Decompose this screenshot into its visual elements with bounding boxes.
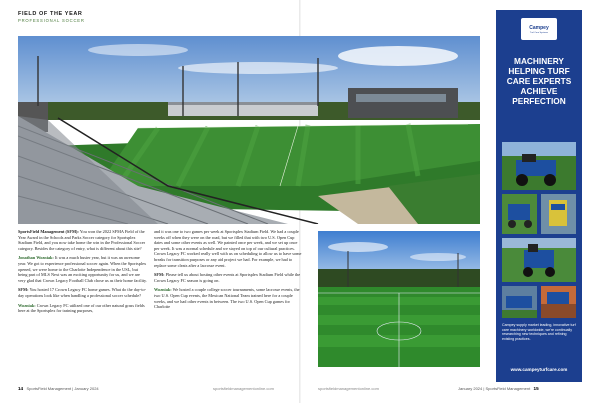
footer-right <box>458 386 539 391</box>
question-speaker: SFM: <box>18 287 29 293</box>
campey-logo <box>521 18 557 40</box>
paragraph-text: Crown Legacy FC utilized one of our other natural grass fields here at the Sportsplex for training purposes, <box>18 302 145 314</box>
footer-url-left <box>213 386 274 391</box>
paragraph-text: We hosted a couple college soccer tournaments, some lacrosse events, the two U.S. Open Cup events, the Mexican National Team trained here for a couple weeks, and we had other events in between. The two U.S. Open Cup games for Charlotte <box>154 287 300 310</box>
ad-body-text: Campey supply market leading, innovative turf care machinery worldwide, we're continually researching new techniques and refining existing practices. <box>502 323 576 341</box>
paragraph <box>154 229 304 268</box>
machine-image <box>502 238 576 282</box>
paragraph-text: You hosted 17 Crown Legacy FC home games. What do the day-to-day operations look like when handling a professional soccer schedule? <box>18 287 147 298</box>
question-speaker: SFM: <box>154 272 165 278</box>
paragraph <box>18 229 148 251</box>
headline-line: CARE EXPERTS <box>506 76 572 86</box>
headline-line: MACHINERY <box>514 56 564 66</box>
machine-image <box>502 286 537 318</box>
section-subtitle: PROFESSIONAL SOCCER <box>18 18 85 23</box>
ad-headline <box>500 56 578 106</box>
section-header <box>18 11 85 23</box>
headline-line: PERFECTION <box>512 96 566 106</box>
paragraph <box>154 272 304 283</box>
paragraph <box>154 287 304 309</box>
footer-url: sportsfieldmanagementonline.com <box>318 386 379 391</box>
paragraph-text: It was a much busier year, but it was an awesome year. We got to experience professional soccer again. When the Sportsplex opened, we were home to the Charlotte Independence in the USL, but being part of MLS Next was an exciting opportunity for us, and we are very glad that Crown Legacy Football Club chose us as their home facility. <box>18 255 147 283</box>
paragraph <box>18 303 148 314</box>
field-photo <box>318 231 480 367</box>
page-number-left: 14 <box>18 386 24 391</box>
campey-advertisement[interactable] <box>496 10 582 382</box>
footer-url-right <box>318 386 379 391</box>
question-speaker: SportsField Management (SFM): <box>18 229 79 234</box>
section-title: FIELD OF THE YEAR <box>18 11 83 17</box>
machine-image <box>502 142 576 190</box>
paragraph-text: and it was one to two games per week at Sportsplex Stadium Field. We had a couple weeks off when they were on the road, but we filled that with two U.S. Open Cup dates and some other events as well. We painted once per week, and we set up once per week. It was a normal schedule and we stayed on top of our cultural practices. Crown Legacy FC worked really well with us on scheduling to allow us to have some breaks for transition purposes or any aid project we had. For example, we had to replace some cleats after a lacrosse event. <box>154 229 302 268</box>
page-number-right: 15 <box>533 386 539 391</box>
article-column-2 <box>154 229 304 384</box>
paragraph-text: Please tell us about hosting other events at Sportsplex Stadium Field while the Crown Legacy FC season is going on. <box>154 272 301 283</box>
machine-image <box>502 194 537 234</box>
machine-image <box>541 194 576 234</box>
answer-speaker: Wozniak: <box>154 287 172 293</box>
ad-website-link[interactable]: www.campeyturfcare.com <box>510 367 568 372</box>
paragraph <box>18 287 148 298</box>
stadium-photo <box>18 36 480 224</box>
answer-speaker: Wozniak: <box>18 302 36 308</box>
footer-left <box>18 386 99 391</box>
headline-line: HELPING TURF <box>508 66 570 76</box>
logo-tagline: Turf Care Systems <box>529 32 549 34</box>
footer-magazine-left: SportsField Management | January 2024 <box>26 386 99 391</box>
paragraph-text: You won the 2022 SFMA Field of the Year Award in the Schools and Parks Soccer category for Sportsplex Stadium Field, and you now take home the win in the Professional Soccer category. Besides the category of entry, what is different about this site? <box>18 229 146 251</box>
logo-brand: Campey <box>529 25 549 31</box>
answer-speaker: Jonathan Wozniak: <box>18 255 54 261</box>
headline-line: ACHIEVE <box>520 86 558 96</box>
footer-magazine-right: January 2024 | SportsField Management <box>458 386 531 391</box>
footer-url: sportsfieldmanagementonline.com <box>213 386 274 391</box>
machine-image <box>541 286 576 318</box>
paragraph <box>18 255 148 283</box>
article-column-1 <box>18 229 148 384</box>
